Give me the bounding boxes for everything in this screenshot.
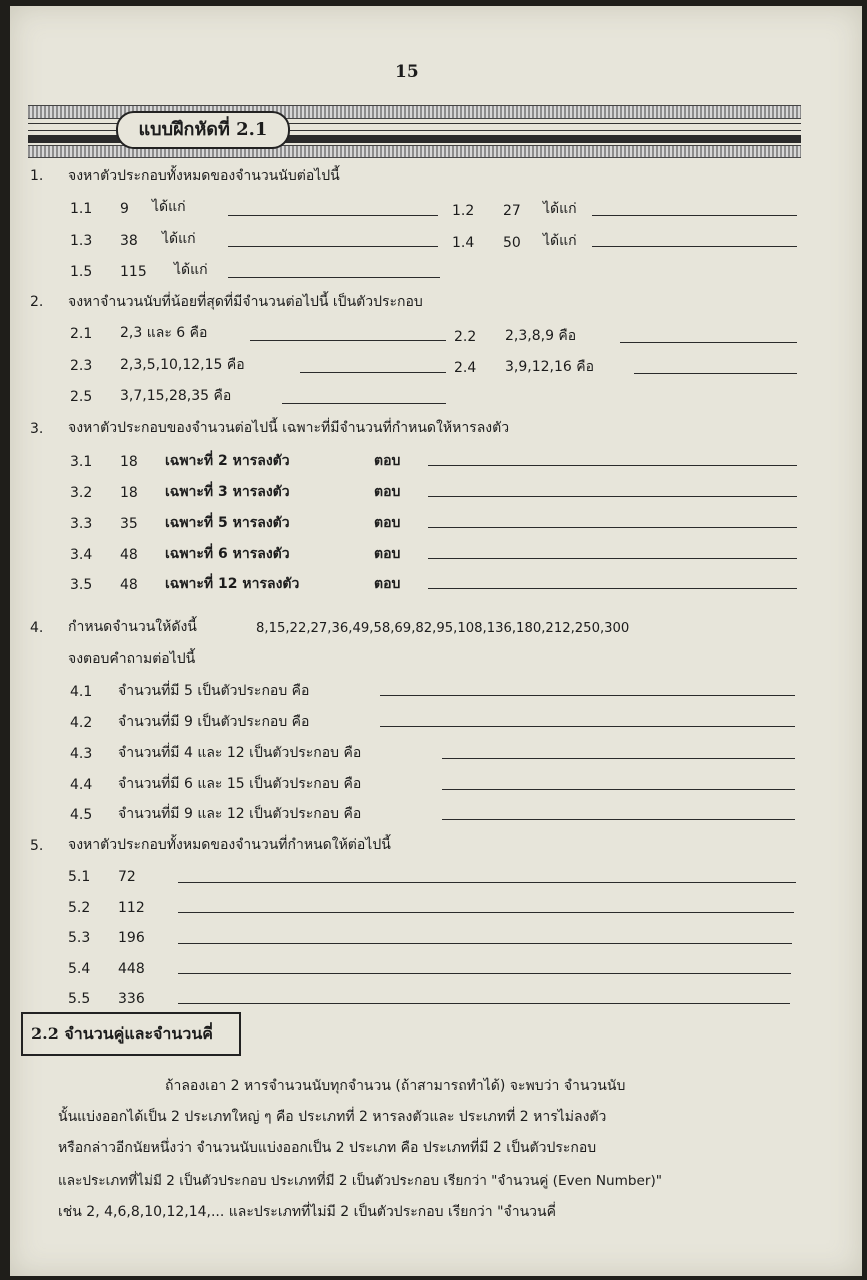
q3-1-answer-line[interactable] [428, 465, 797, 466]
section-heading: 2.2 จำนวนคู่และจำนวนคี่ [21, 1012, 241, 1056]
q2-3-answer-line[interactable] [300, 372, 446, 373]
q3-3-number: 35 [120, 516, 138, 532]
q2-3-text: 2,3,5,10,12,15 คือ [120, 357, 245, 373]
q1-2-label: 1.2 [452, 203, 475, 219]
q3-5-answer-line[interactable] [428, 588, 797, 589]
q1-1-suffix: ได้แก่ [152, 199, 186, 215]
q2-prompt: จงหาจำนวนนับที่น้อยที่สุดที่มีจำนวนต่อไปนี้ เป็นตัวประกอบ [68, 294, 423, 310]
q2-2-answer-line[interactable] [620, 342, 797, 343]
q3-4-label: 3.4 [70, 547, 93, 563]
exercise-banner [28, 105, 801, 157]
q3-3-answer-line[interactable] [428, 527, 797, 528]
q5-number: 5. [30, 838, 44, 854]
q3-1-number: 18 [120, 454, 138, 470]
q1-4-suffix: ได้แก่ [543, 233, 577, 249]
q4-2-answer-line[interactable] [380, 726, 795, 727]
q2-1-label: 2.1 [70, 326, 93, 342]
q5-5-value: 336 [118, 991, 145, 1007]
q4-3-text: จำนวนที่มี 4 และ 12 เป็นตัวประกอบ คือ [118, 745, 362, 761]
q5-4-label: 5.4 [68, 961, 91, 977]
q3-5-answer-label: ตอบ [374, 576, 401, 592]
q4-3-label: 4.3 [70, 746, 93, 762]
q3-prompt: จงหาตัวประกอบของจำนวนต่อไปนี้ เฉพาะที่มีจำนวนที่กำหนดให้หารลงตัว [68, 420, 510, 436]
exercise-title: แบบฝึกหัดที่ 2.1 [116, 111, 290, 149]
q4-1-label: 4.1 [70, 684, 93, 700]
q1-2-suffix: ได้แก่ [543, 201, 577, 217]
q1-3-label: 1.3 [70, 233, 93, 249]
q3-4-answer-line[interactable] [428, 558, 797, 559]
q5-1-label: 5.1 [68, 869, 91, 885]
q1-2-answer-line[interactable] [592, 215, 797, 216]
q5-1-value: 72 [118, 869, 136, 885]
q1-1-label: 1.1 [70, 201, 93, 217]
q4-3-answer-line[interactable] [442, 758, 795, 759]
q1-5-suffix: ได้แก่ [174, 262, 208, 278]
q2-4-text: 3,9,12,16 คือ [505, 359, 595, 375]
q1-number: 1. [30, 168, 44, 184]
q2-1-answer-line[interactable] [250, 340, 446, 341]
q1-2-value: 27 [503, 203, 521, 219]
q3-5-label: 3.5 [70, 577, 93, 593]
q3-4-answer-label: ตอบ [374, 546, 401, 562]
q3-3-label: 3.3 [70, 516, 93, 532]
q4-sub-prompt: จงตอบคำถามต่อไปนี้ [68, 651, 196, 667]
q1-5-answer-line[interactable] [228, 277, 440, 278]
q3-1-answer-label: ตอบ [374, 453, 401, 469]
q1-4-answer-line[interactable] [592, 246, 797, 247]
section-paragraph-line-4: และประเภทที่ไม่มี 2 เป็นตัวประกอบ ประเภทที่มี 2 เป็นตัวประกอบ เรียกว่า "จำนวนคู่ (Even Number)" [58, 1173, 663, 1189]
q5-3-value: 196 [118, 930, 145, 946]
q4-5-answer-line[interactable] [442, 819, 795, 820]
q3-2-answer-label: ตอบ [374, 484, 401, 500]
q4-1-text: จำนวนที่มี 5 เป็นตัวประกอบ คือ [118, 683, 310, 699]
q5-2-value: 112 [118, 900, 145, 916]
q3-1-text: เฉพาะที่ 2 หารลงตัว [165, 453, 290, 469]
section-paragraph-line-2: นั้นแบ่งออกได้เป็น 2 ประเภทใหญ่ ๆ คือ ประเภทที่ 2 หารลงตัวและ ประเภทที่ 2 หารไม่ลงตัว [58, 1109, 607, 1125]
q5-2-label: 5.2 [68, 900, 91, 916]
q2-2-text: 2,3,8,9 คือ [505, 328, 577, 344]
q1-4-label: 1.4 [452, 235, 475, 251]
section-paragraph-line-5: เช่น 2, 4,6,8,10,12,14,... และประเภทที่ไม่มี 2 เป็นตัวประกอบ เรียกว่า "จำนวนคี่ [58, 1204, 556, 1220]
q1-5-value: 115 [120, 264, 147, 280]
q1-5-label: 1.5 [70, 264, 93, 280]
q1-3-answer-line[interactable] [228, 246, 438, 247]
q2-2-label: 2.2 [454, 329, 477, 345]
q2-3-label: 2.3 [70, 358, 93, 374]
q2-number: 2. [30, 294, 44, 310]
q2-1-text: 2,3 และ 6 คือ [120, 325, 208, 341]
q3-5-text: เฉพาะที่ 12 หารลงตัว [165, 576, 300, 592]
q3-number: 3. [30, 421, 44, 437]
q5-3-answer-line[interactable] [178, 943, 792, 944]
q1-prompt: จงหาตัวประกอบทั้งหมดของจำนวนนับต่อไปนี้ [68, 168, 340, 184]
q4-4-text: จำนวนที่มี 6 และ 15 เป็นตัวประกอบ คือ [118, 776, 362, 792]
q3-4-number: 48 [120, 547, 138, 563]
q3-2-number: 18 [120, 485, 138, 501]
page-number: 15 [395, 62, 419, 82]
q1-4-value: 50 [503, 235, 521, 251]
q5-5-answer-line[interactable] [178, 1003, 790, 1004]
q4-5-text: จำนวนที่มี 9 และ 12 เป็นตัวประกอบ คือ [118, 806, 362, 822]
q5-1-answer-line[interactable] [178, 882, 796, 883]
q3-2-text: เฉพาะที่ 3 หารลงตัว [165, 484, 290, 500]
q1-1-value: 9 [120, 201, 129, 217]
q1-1-answer-line[interactable] [228, 215, 438, 216]
q3-5-number: 48 [120, 577, 138, 593]
q4-5-label: 4.5 [70, 807, 93, 823]
q1-3-value: 38 [120, 233, 138, 249]
section-paragraph-line-3: หรือกล่าวอีกนัยหนึ่งว่า จำนวนนับแบ่งออกเป็น 2 ประเภท คือ ประเภทที่มี 2 เป็นตัวประกอบ [58, 1140, 597, 1156]
q2-4-label: 2.4 [454, 360, 477, 376]
q4-2-label: 4.2 [70, 715, 93, 731]
section-paragraph-line-1: ถ้าลองเอา 2 หารจำนวนนับทุกจำนวน (ถ้าสามารถทำได้) จะพบว่า จำนวนนับ [165, 1078, 626, 1094]
q4-4-label: 4.4 [70, 777, 93, 793]
q4-prompt: กำหนดจำนวนให้ดังนี้ [68, 619, 197, 635]
q2-5-text: 3,7,15,28,35 คือ [120, 388, 232, 404]
q3-1-label: 3.1 [70, 454, 93, 470]
q5-4-value: 448 [118, 961, 145, 977]
q5-5-label: 5.5 [68, 991, 91, 1007]
q4-number-list: 8,15,22,27,36,49,58,69,82,95,108,136,180,212,250,300 [256, 621, 630, 636]
q2-4-answer-line[interactable] [634, 373, 797, 374]
q4-2-text: จำนวนที่มี 9 เป็นตัวประกอบ คือ [118, 714, 310, 730]
q3-2-label: 3.2 [70, 485, 93, 501]
q4-1-answer-line[interactable] [380, 695, 795, 696]
q4-number: 4. [30, 620, 44, 636]
q2-5-answer-line[interactable] [282, 403, 446, 404]
q5-prompt: จงหาตัวประกอบทั้งหมดของจำนวนที่กำหนดให้ต่อไปนี้ [68, 837, 391, 853]
q3-4-text: เฉพาะที่ 6 หารลงตัว [165, 546, 290, 562]
q5-3-label: 5.3 [68, 930, 91, 946]
q5-4-answer-line[interactable] [178, 973, 791, 974]
q3-3-text: เฉพาะที่ 5 หารลงตัว [165, 515, 290, 531]
q1-3-suffix: ได้แก่ [162, 231, 196, 247]
q2-5-label: 2.5 [70, 389, 93, 405]
q5-2-answer-line[interactable] [178, 912, 794, 913]
q4-4-answer-line[interactable] [442, 789, 795, 790]
q3-3-answer-label: ตอบ [374, 515, 401, 531]
q3-2-answer-line[interactable] [428, 496, 797, 497]
